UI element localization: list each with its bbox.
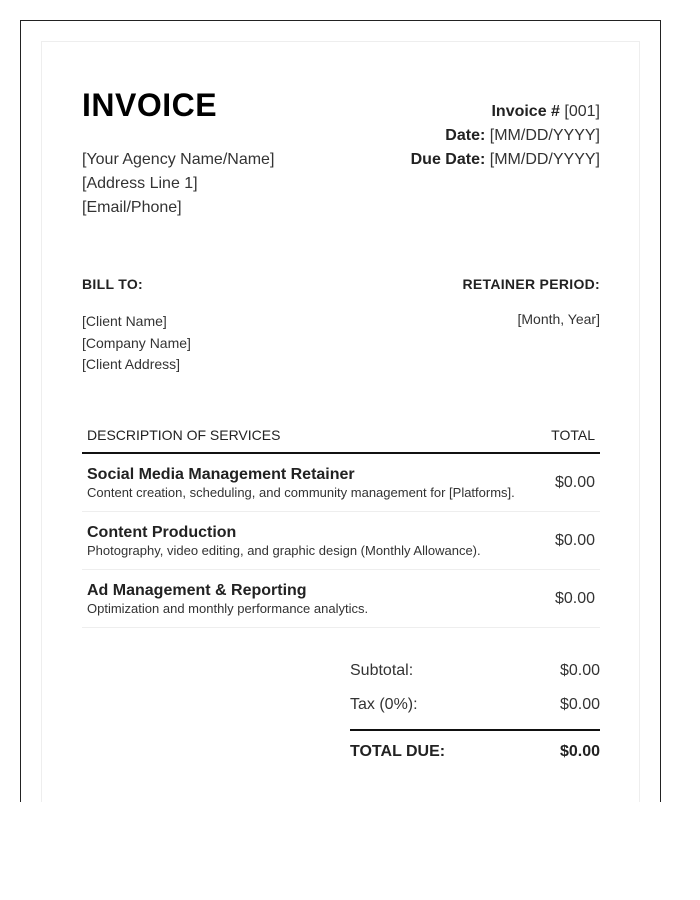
due-date-value: [MM/DD/YYYY] [489, 151, 600, 168]
subtotal-row [350, 654, 600, 688]
total-due-value: $0.00 [559, 743, 600, 760]
sender-contact: [Email/Phone] [82, 199, 182, 216]
header-description: DESCRIPTION OF SERVICES [87, 427, 281, 443]
tax-value: $0.00 [559, 696, 600, 713]
table-header [82, 418, 600, 454]
subtotal-value: $0.00 [559, 662, 600, 679]
subtotal-label: Subtotal: [350, 662, 414, 679]
services-table [82, 418, 600, 628]
retainer-period-value: [Month, Year] [517, 311, 600, 327]
invoice-number-value: [001] [564, 103, 600, 120]
total-due-label: TOTAL DUE: [350, 743, 446, 760]
retainer-period-label: RETAINER PERIOD: [462, 276, 600, 292]
invoice-number-label: Invoice # [491, 103, 560, 120]
invoice-title: INVOICE [82, 87, 218, 123]
totals-block [350, 654, 600, 769]
client-address: [Client Address] [82, 356, 181, 372]
totals-divider [350, 729, 600, 731]
invoice-date-label: Date: [445, 127, 486, 144]
service-description: Optimization and monthly performance analytics. [87, 600, 369, 616]
invoice-number-line [411, 100, 600, 124]
service-name: Social Media Management Retainer [87, 465, 355, 483]
service-info [87, 582, 368, 616]
tax-label: Tax (0%): [350, 696, 418, 713]
client-name: [Client Name] [82, 313, 167, 329]
tax-row [350, 688, 600, 722]
service-description: Content creation, scheduling, and community management for [Platforms]. [87, 484, 515, 500]
header-total: TOTAL [551, 427, 595, 443]
bill-to-block [82, 311, 191, 376]
sender-block [82, 148, 274, 220]
invoice-date-value: [MM/DD/YYYY] [489, 127, 600, 144]
sender-address: [Address Line 1] [82, 175, 198, 192]
service-amount: $0.00 [554, 589, 595, 607]
table-row [82, 512, 600, 570]
service-info [87, 466, 515, 500]
table-row [82, 454, 600, 512]
sender-name: [Your Agency Name/Name] [82, 151, 275, 168]
client-company: [Company Name] [82, 334, 191, 351]
invoice-meta [411, 100, 600, 172]
table-row [82, 570, 600, 628]
due-date-label: Due Date: [410, 151, 486, 168]
bill-to-label: BILL TO: [82, 276, 143, 292]
service-amount: $0.00 [554, 473, 595, 491]
service-amount: $0.00 [554, 531, 595, 549]
invoice-date-line [411, 124, 600, 148]
service-name: Ad Management & Reporting [87, 581, 307, 599]
service-info [87, 524, 481, 558]
service-description: Photography, video editing, and graphic design (Monthly Allowance). [87, 542, 481, 558]
service-name: Content Production [87, 523, 237, 541]
due-date-line [411, 148, 600, 172]
total-due-row [350, 735, 600, 769]
